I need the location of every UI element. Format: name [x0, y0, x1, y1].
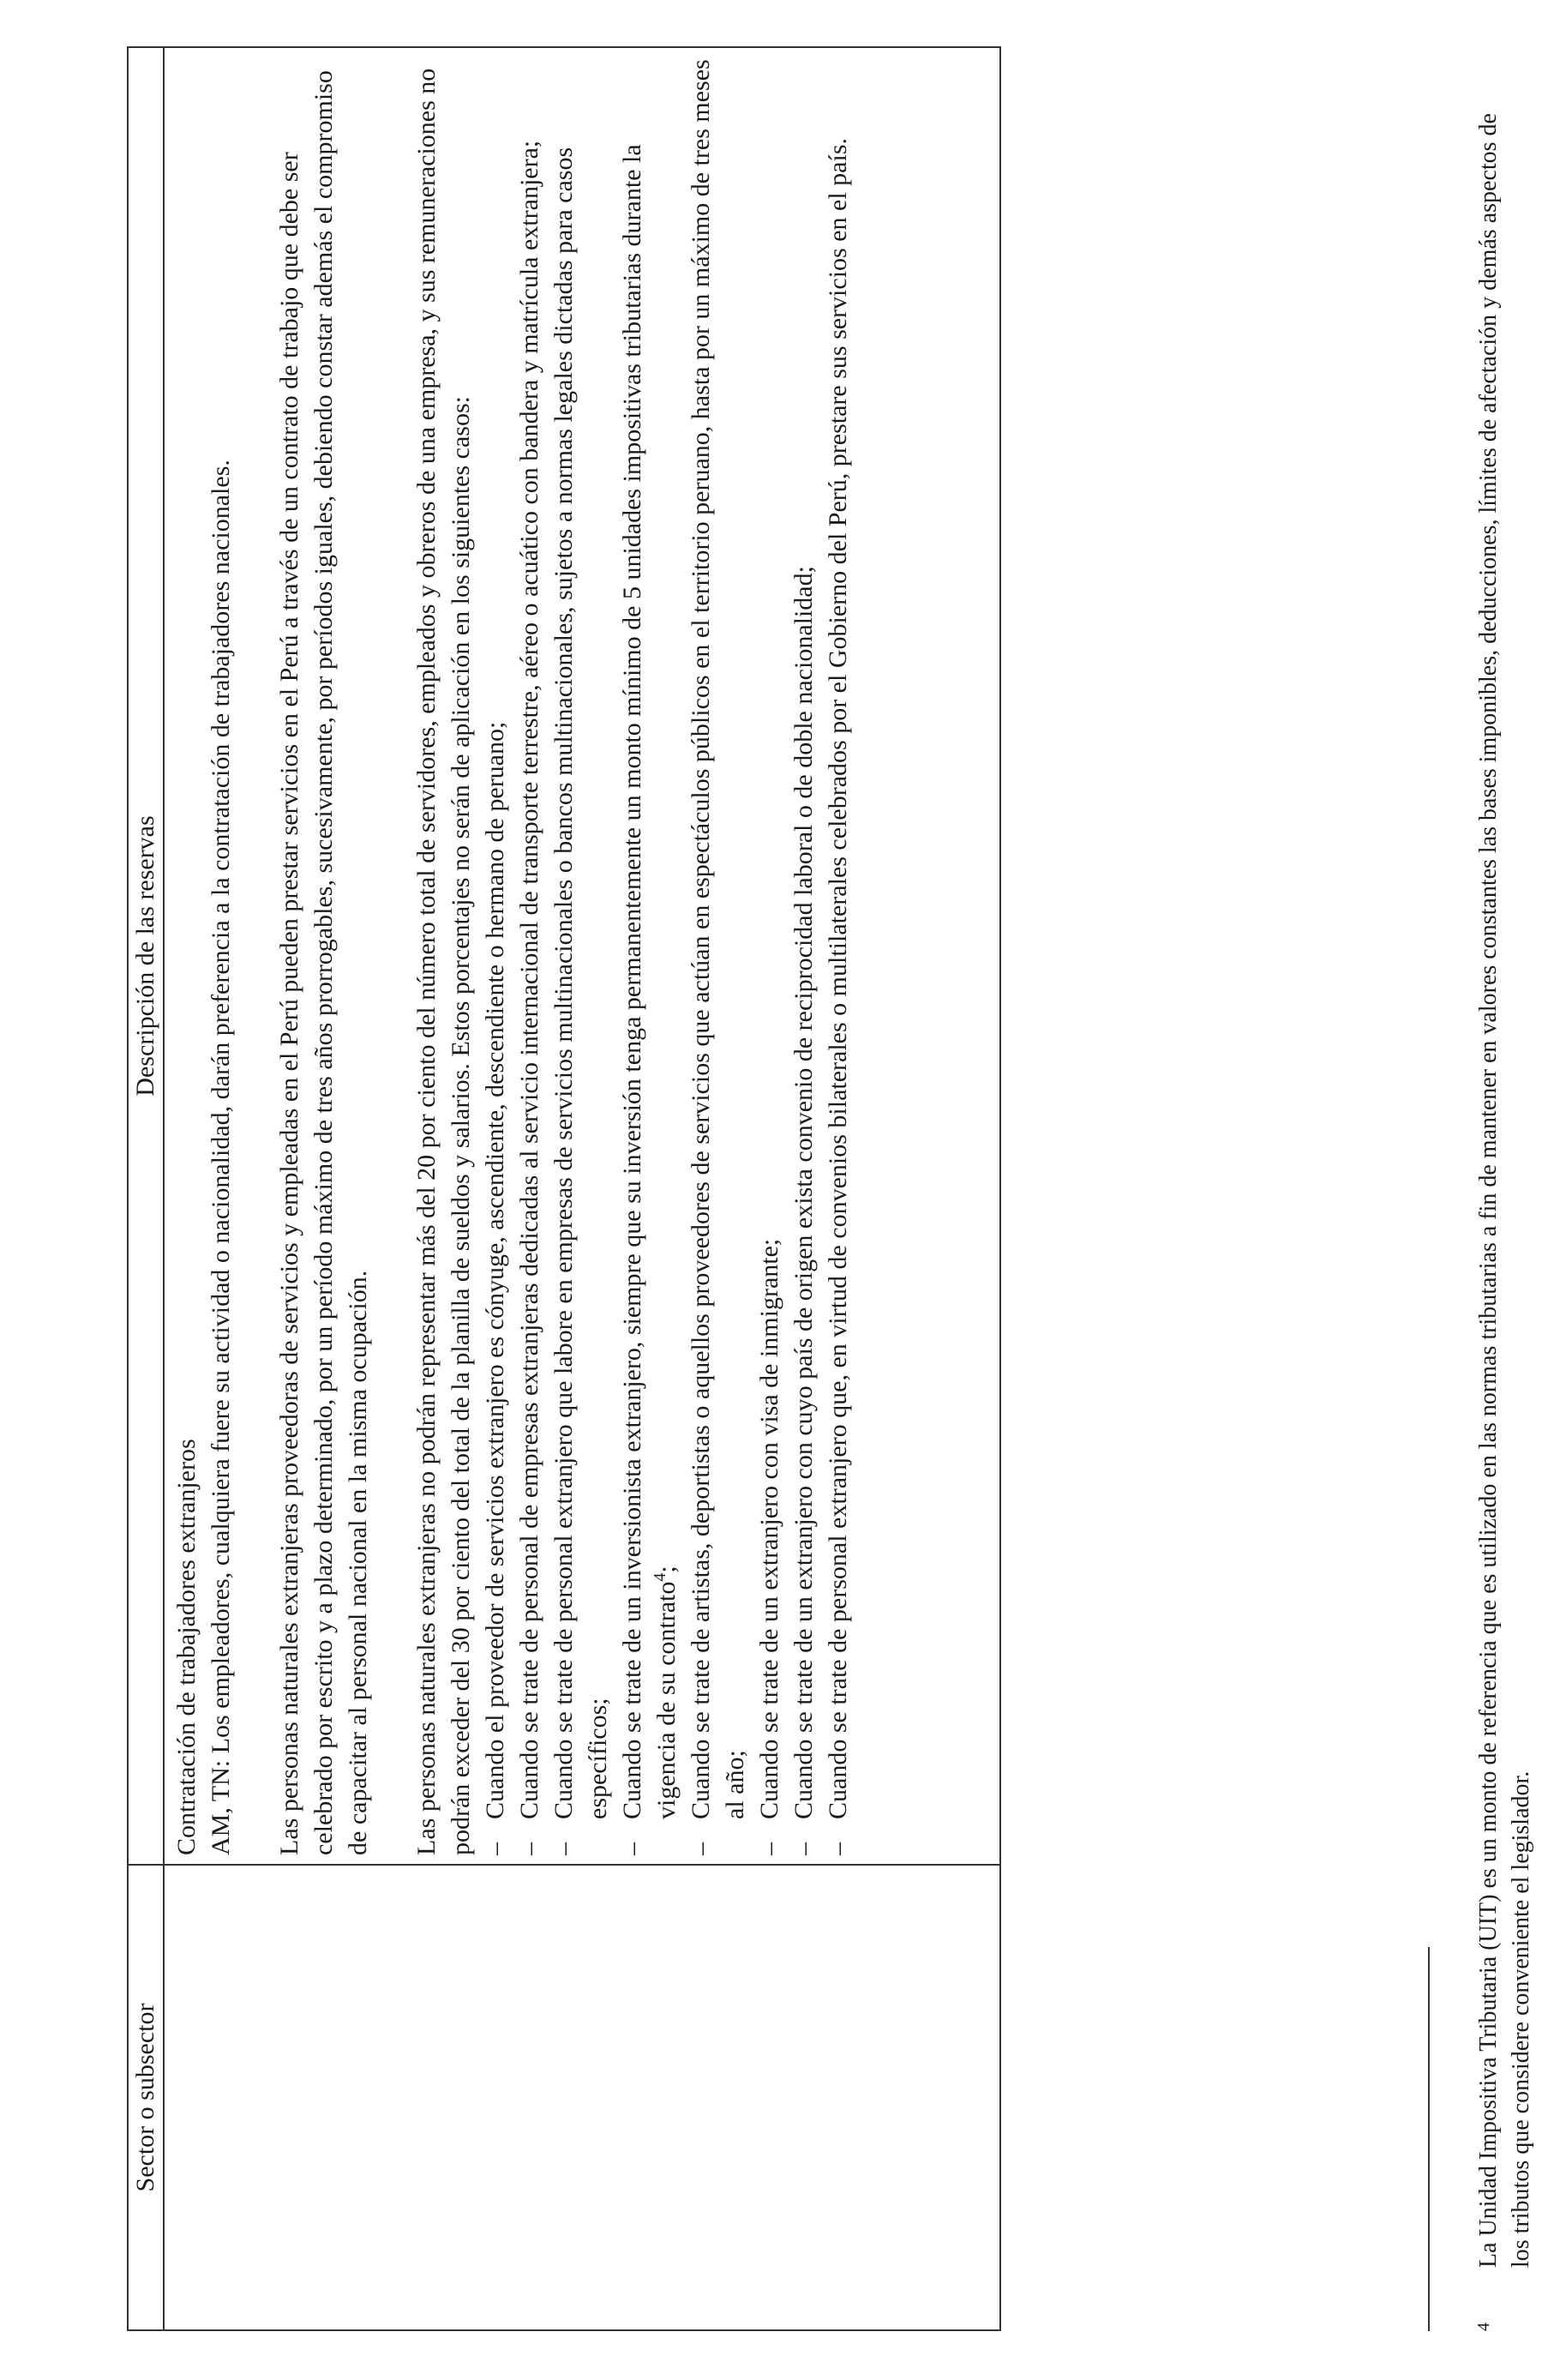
dash-bullet: – — [549, 1842, 578, 1855]
list-item-text: Cuando se trate de personal de empresas extranjeras dedicadas al servicio internacional de transporte terrestre, aéreo o acuático con bandera y matrícula extranjera; — [515, 140, 543, 1819]
list-item — [684, 57, 753, 1855]
list-item-text: Cuando se trate de artistas, deportistas o aquellos proveedores de servicios que actúan en espectáculos públicos en el territorio peruano, hasta por un máximo de tres meses al año; — [687, 59, 749, 1819]
list-item-tail: ; — [652, 1566, 681, 1573]
table-row — [164, 47, 1000, 2330]
footnote-separator — [1428, 1947, 1430, 2331]
dash-bullet: – — [481, 1842, 509, 1855]
dash-bullet: – — [755, 1842, 783, 1855]
description-cell — [164, 47, 1000, 1865]
list-item-text: Cuando se trate de un inversionista extranjero, siempre que su inversión tenga permanentemente un monto mínimo de 5 unidades impositivas tributarias durante la vigencia de su contrato — [618, 144, 681, 1819]
dash-bullet: – — [515, 1842, 543, 1855]
footnote-text: La Unidad Impositiva Tributaria (UIT) es un monto de referencia que es utilizado en las normas tributarias a fin de mantener en valores constantes las bases imponibles, deducciones, límites de afectación y demás aspectos de los tributos que considere conveniente el legislador. — [1475, 113, 1534, 2268]
dash-bullet: – — [789, 1842, 818, 1855]
list-item — [478, 57, 513, 1855]
description-paragraph-2: Las personas naturales extranjeras proveedoras de servicios y empleadas en el Perú pueden prestar servicios en el Perú a través de un contrato de trabajo que debe ser celebrado por escrito y a plazo determinado, por un período máximo de tres años prorrogables, sucesivamente, por períodos iguales, debiendo constar además el compromiso de capacitar al personal nacional en la misma ocupación. — [275, 70, 372, 1855]
footnote — [1473, 102, 1538, 2331]
description-paragraph-3: Las personas naturales extranjeras no podrán representar más del 20 por ciento del número total de servidores, empleados y obreros de una empresa, y sus remuneraciones no podrán exceder del 30 por ciento del total de la planilla de sueldos y salarios. Estos porcentajes no serán de aplicación en los siguientes casos: — [412, 68, 475, 1855]
list-item-text: Cuando se trate de personal extranjero que labore en empresas de servicios multinacionales o bancos multinacionales, sujetos a normas legales dictadas para casos específicos; — [549, 147, 612, 1819]
header-sector: Sector o subsector — [128, 1865, 164, 2330]
dash-bullet: – — [824, 1842, 852, 1855]
list-item — [615, 57, 684, 1855]
list-item-text: Cuando se trate de personal extranjero que, en virtud de convenios bilaterales o multilaterales celebrados por el Gobierno del Perú, prestare sus servicios en el país. — [824, 137, 852, 1819]
footnote-reference[interactable]: 4 — [651, 1572, 669, 1582]
dash-bullet: – — [618, 1842, 646, 1855]
list-item — [513, 57, 547, 1855]
list-item-text: Cuando el proveedor de servicios extranjero es cónyuge, ascendiente, descendiente o hermano de peruano; — [481, 721, 509, 1819]
footnote-number: 4 — [1474, 2323, 1493, 2331]
description-heading: Contratación de trabajadores extranjeros — [172, 1439, 201, 1855]
reservations-table — [127, 46, 1001, 2331]
list-item — [547, 57, 615, 1855]
list-item — [821, 57, 855, 1855]
list-item — [787, 57, 821, 1855]
exceptions-list — [478, 57, 855, 1855]
dash-bullet: – — [687, 1842, 715, 1855]
description-paragraph-1: AM, TN: Los empleadores, cualquiera fuere su actividad o nacionalidad, darán preferencia a la contratación de trabajadores nacionales. — [207, 460, 235, 1855]
table-header-row — [128, 47, 164, 2330]
list-item-text: Cuando se trate de un extranjero con cuyo país de origen exista convenio de reciprocidad laboral o de doble nacionalidad; — [789, 566, 818, 1819]
list-item-text: Cuando se trate de un extranjero con visa de inmigrante; — [755, 1238, 783, 1819]
sector-cell — [164, 1865, 1000, 2330]
list-item — [753, 57, 787, 1855]
header-description: Descripción de las reservas — [128, 47, 164, 1865]
